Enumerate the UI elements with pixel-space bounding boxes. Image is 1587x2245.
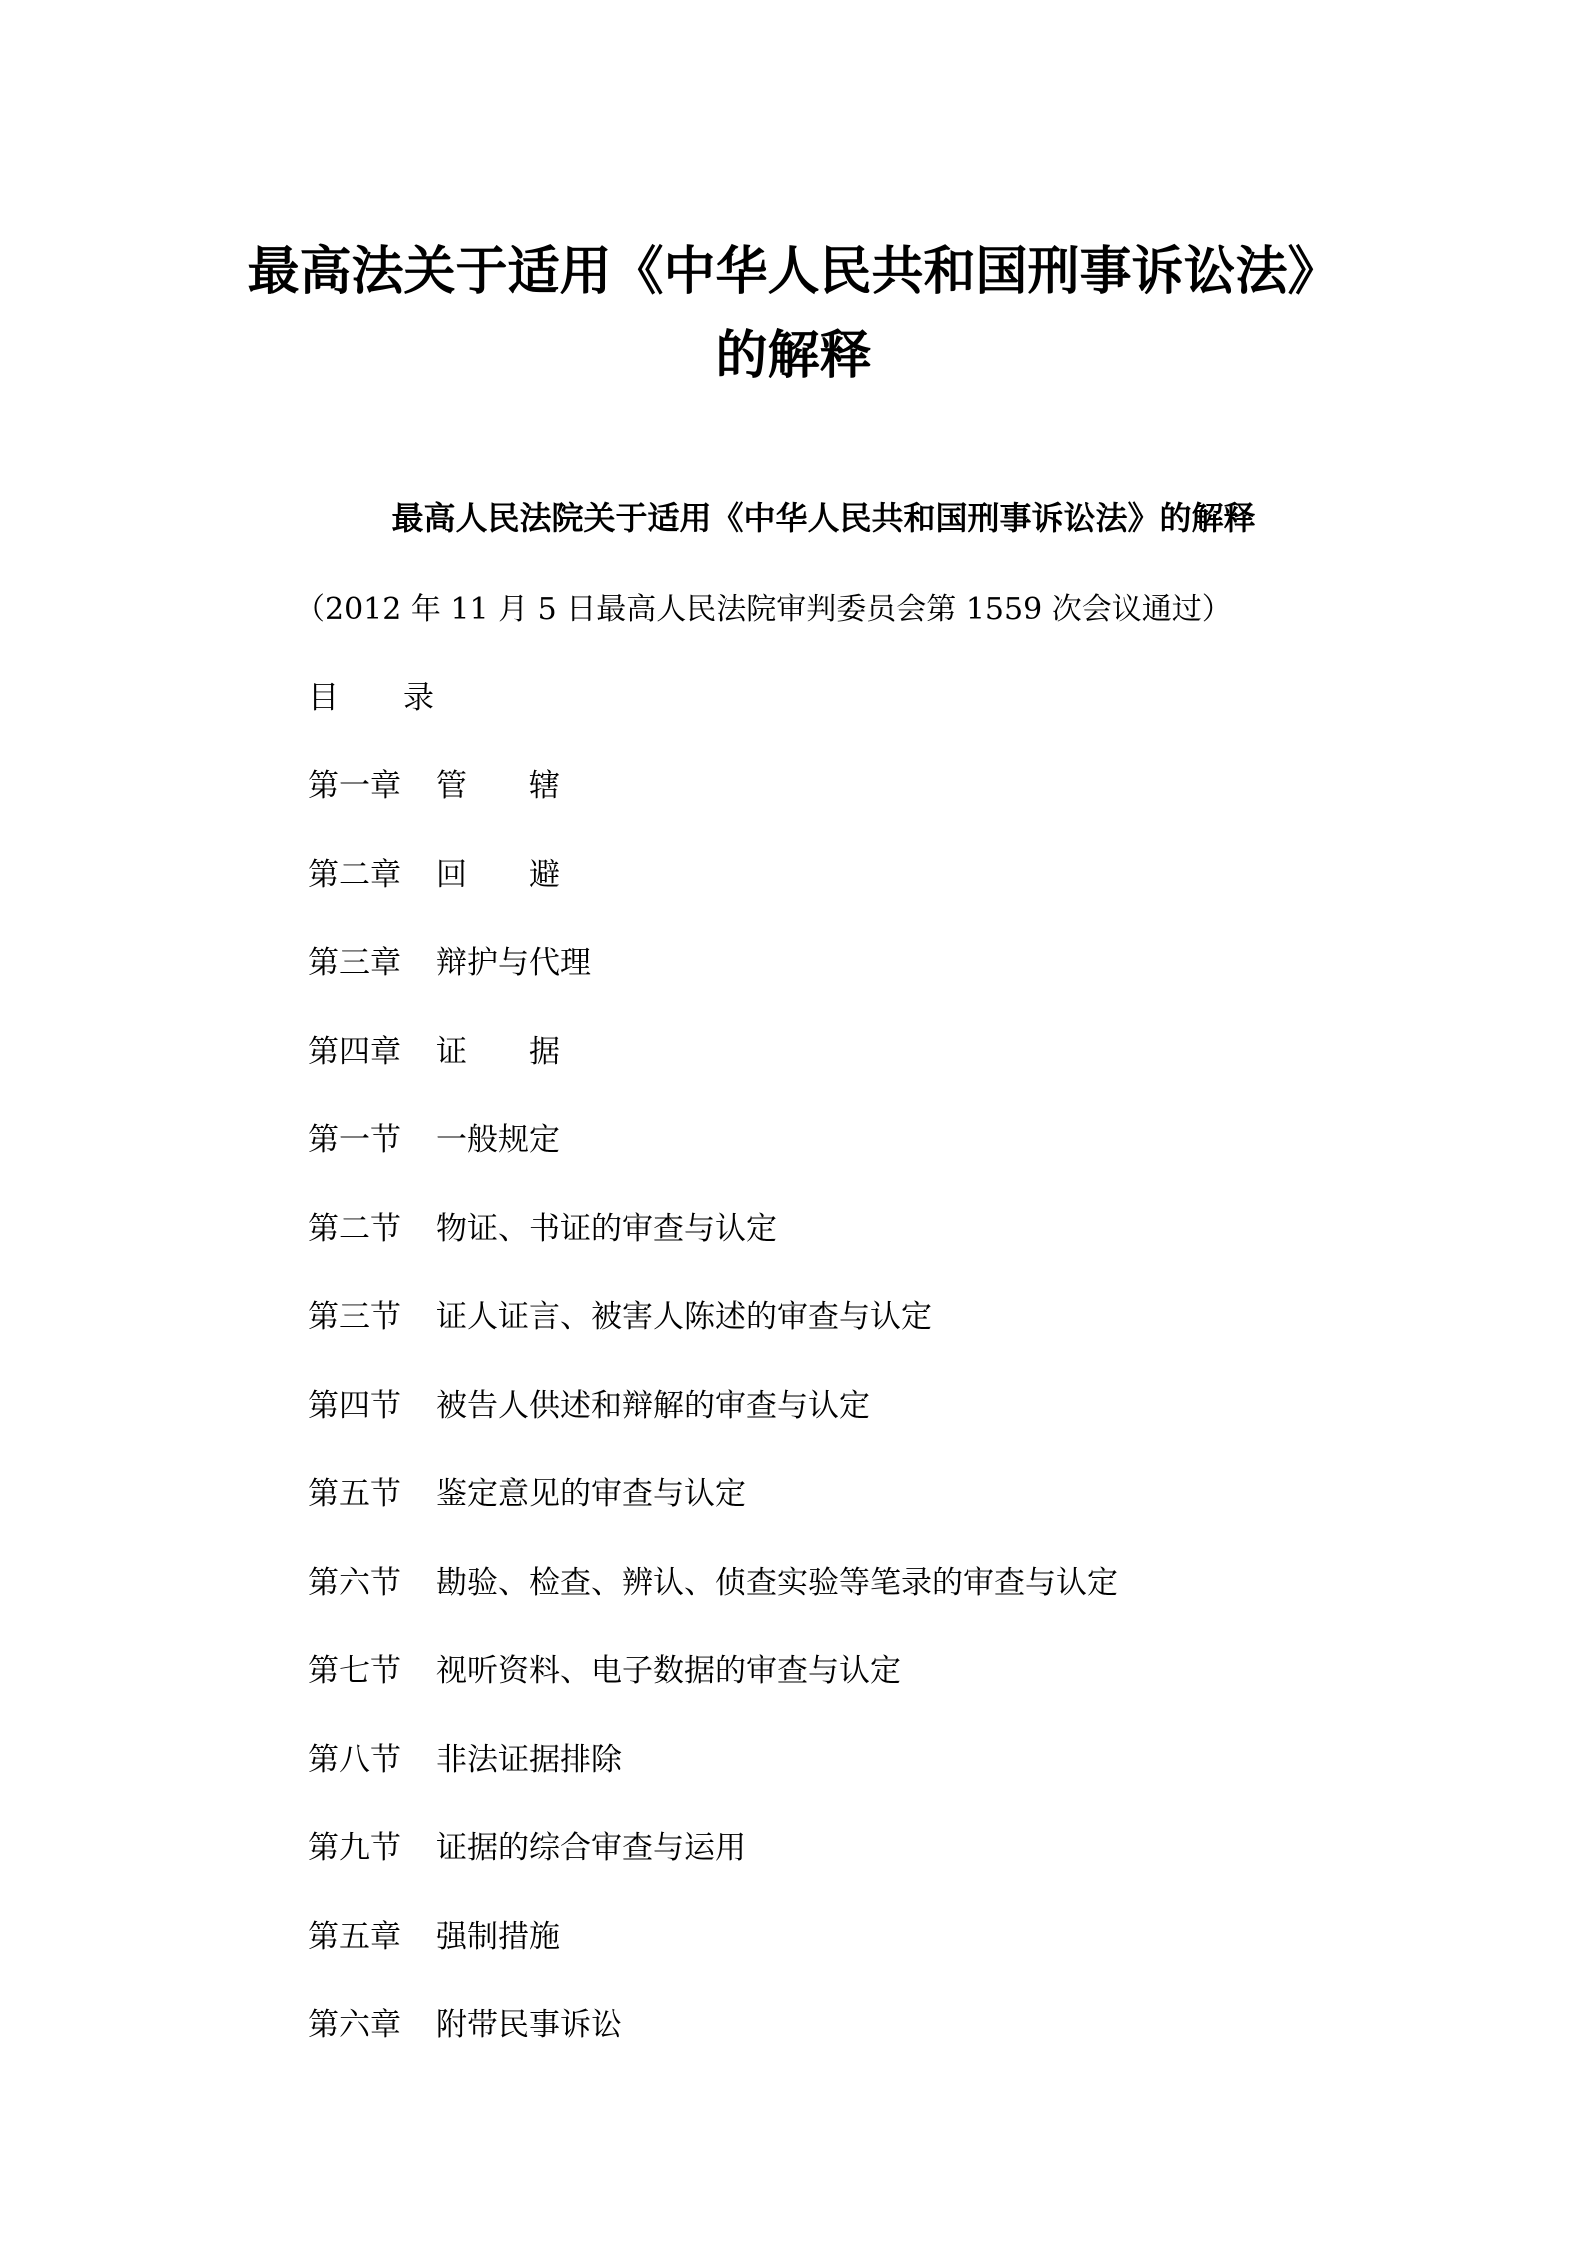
toc-item xyxy=(308,2005,1118,2094)
document-title-line-2: 的解释 xyxy=(715,325,872,386)
toc-item xyxy=(308,766,1118,855)
toc-item-label: 第四节 xyxy=(308,1387,401,1424)
toc-item xyxy=(308,1474,1118,1563)
toc-item xyxy=(308,1032,1118,1121)
toc-item-label: 第三节 xyxy=(308,1299,401,1335)
toc-item-label: 第六章 xyxy=(308,2007,401,2043)
toc-item-label: 第九节 xyxy=(308,1830,401,1866)
toc-item-title: 证人证言、被害人陈述的审查与认定 xyxy=(436,1299,932,1335)
toc-item xyxy=(308,855,1118,944)
toc-item-title: 物证、书证的审查与认定 xyxy=(436,1210,777,1247)
toc-item xyxy=(308,943,1118,1032)
adoption-note: （2012 年 11 月 5 日最高人民法院审判委员会第 1559 次会议通过） xyxy=(295,592,1232,627)
toc-item-title: 非法证据排除 xyxy=(436,1741,622,1778)
toc-item-label: 第二节 xyxy=(308,1210,401,1247)
toc-item-title: 视听资料、电子数据的审查与认定 xyxy=(436,1653,901,1689)
toc-item-label: 第四章 xyxy=(308,1033,401,1070)
toc-item-title: 鉴定意见的审查与认定 xyxy=(436,1476,746,1512)
toc-item-title: 辩护与代理 xyxy=(436,945,591,981)
toc-item-title: 勘验、检查、辨认、侦查实验等笔录的审查与认定 xyxy=(436,1564,1118,1601)
toc-item-label: 第七节 xyxy=(308,1653,401,1689)
toc-item xyxy=(308,1651,1118,1740)
toc-heading xyxy=(308,678,434,718)
toc-item xyxy=(308,1828,1118,1917)
toc-item xyxy=(308,1740,1118,1829)
toc-item-title: 被告人供述和辩解的审查与认定 xyxy=(436,1387,870,1424)
toc-item-title: 一般规定 xyxy=(436,1122,560,1158)
toc-heading-left: 目 xyxy=(308,680,339,716)
toc-item xyxy=(308,1120,1118,1209)
toc-item-label: 第三章 xyxy=(308,945,401,981)
toc-item-label: 第一节 xyxy=(308,1122,401,1158)
toc-item-label: 第六节 xyxy=(308,1564,401,1601)
toc-item-title: 回 避 xyxy=(436,856,560,893)
toc-item-title: 证 据 xyxy=(436,1033,560,1070)
toc-item xyxy=(308,1209,1118,1298)
toc-heading-right: 录 xyxy=(403,680,434,716)
toc-item-title: 附带民事诉讼 xyxy=(436,2007,622,2043)
toc-item xyxy=(308,1386,1118,1475)
toc-item-label: 第五章 xyxy=(308,1918,401,1955)
toc-item xyxy=(308,1563,1118,1652)
document-subtitle: 最高人民法院关于适用《中华人民共和国刑事诉讼法》的解释 xyxy=(391,499,1256,537)
toc-item-title: 管 辖 xyxy=(436,768,560,804)
toc-item-label: 第八节 xyxy=(308,1741,401,1778)
toc-item-title: 证据的综合审查与运用 xyxy=(436,1830,746,1866)
toc-item-label: 第二章 xyxy=(308,856,401,893)
toc-item-title: 强制措施 xyxy=(436,1918,560,1955)
table-of-contents xyxy=(308,766,1118,2094)
toc-item xyxy=(308,1917,1118,2006)
document-title-line-1: 最高法关于适用《中华人民共和国刑事诉讼法》 xyxy=(247,241,1340,302)
toc-item-label: 第五节 xyxy=(308,1476,401,1512)
toc-item-label: 第一章 xyxy=(308,768,401,804)
toc-item xyxy=(308,1297,1118,1386)
